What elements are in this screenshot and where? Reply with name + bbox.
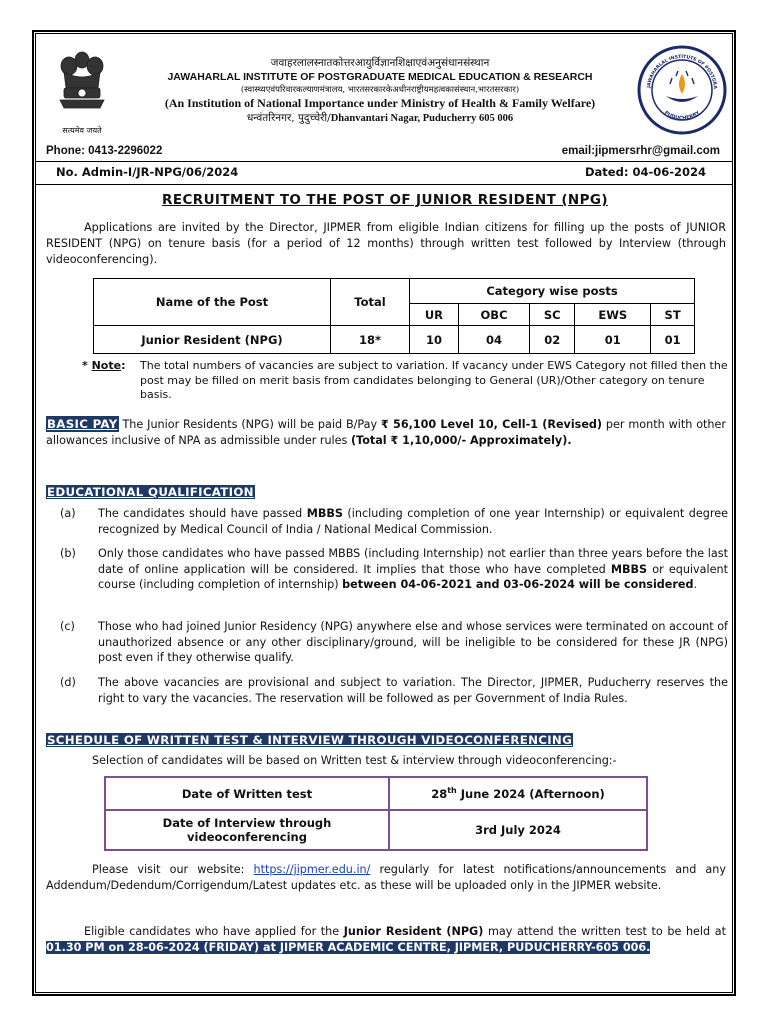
eligible-post: Junior Resident (NPG) bbox=[343, 925, 484, 938]
interview-date: 3rd July 2024 bbox=[389, 810, 647, 850]
item-bold: MBBS bbox=[610, 562, 648, 576]
qualification-heading: EDUCATIONAL QUALIFICATION bbox=[47, 485, 254, 499]
basic-pay-amount: ₹ 56,100 Level 10, Cell-1 (Revised) bbox=[381, 418, 603, 431]
item-text bbox=[98, 506, 728, 537]
basic-pay-heading: BASIC PAY bbox=[47, 417, 118, 431]
category-header: UR bbox=[410, 304, 459, 326]
category-value-cell: 02 bbox=[530, 326, 575, 354]
reference-number: No. Admin-I/JR-NPG/06/2024 bbox=[56, 165, 239, 179]
schedule-heading: SCHEDULE OF WRITTEN TEST & INTERVIEW THROUGH VIDEOCONFERENCING bbox=[47, 733, 573, 747]
schedule-intro: Selection of candidates will be based on Written test & interview through videoconferencing:- bbox=[92, 754, 617, 767]
institution-status: (An Institution of National Importance under Ministry of Health & Family Welfare) bbox=[164, 96, 596, 110]
phone-number: Phone: 0413-2296022 bbox=[46, 145, 163, 157]
item-bold: between 04-06-2021 and 03-06-2024 will be considered bbox=[342, 578, 694, 591]
category-value-cell: 04 bbox=[458, 326, 529, 354]
website-paragraph bbox=[46, 862, 726, 894]
category-value-cell: 10 bbox=[410, 326, 459, 354]
qualification-heading-wrap bbox=[46, 481, 255, 500]
written-test-month: June 2024 (Afternoon) bbox=[456, 786, 605, 801]
written-test-day-suffix: th bbox=[447, 786, 457, 796]
category-header: OBC bbox=[458, 304, 529, 326]
qualification-item bbox=[46, 675, 728, 706]
basic-pay-total: (Total ₹ 1,10,000/- Approximately). bbox=[350, 434, 572, 447]
posts-table bbox=[93, 278, 695, 354]
category-header: ST bbox=[651, 304, 695, 326]
schedule-table bbox=[104, 776, 648, 851]
website-link[interactable]: https://jipmer.edu.in/ bbox=[253, 863, 371, 876]
note-word: Note bbox=[91, 359, 122, 372]
category-header: EWS bbox=[575, 304, 651, 326]
institute-name-english: JAWAHARLAL INSTITUTE OF POSTGRADUATE MEDICAL EDUCATION & RESEARCH bbox=[167, 71, 593, 83]
qualification-item bbox=[46, 619, 728, 666]
document-title-text: RECRUITMENT TO THE POST OF JUNIOR RESIDENT (NPG) bbox=[162, 192, 608, 208]
col-header-total: Total bbox=[331, 279, 410, 326]
eligible-text: may attend the written test to be held at bbox=[483, 925, 726, 938]
website-text: Please visit our website: bbox=[92, 863, 254, 876]
qualification-item bbox=[46, 506, 728, 537]
email-address: email:jipmersrhr@gmail.com bbox=[561, 145, 720, 157]
item-bold: MBBS bbox=[306, 507, 343, 520]
vacancy-note bbox=[82, 359, 728, 403]
jipmer-logo bbox=[636, 44, 728, 136]
institute-header bbox=[130, 56, 630, 126]
address-english: Dhanvantari Nagar, Puducherry 605 006 bbox=[330, 113, 514, 124]
category-value-cell: 01 bbox=[575, 326, 651, 354]
written-test-date bbox=[389, 777, 647, 810]
national-emblem bbox=[46, 48, 118, 134]
item-label: (a) bbox=[60, 507, 76, 520]
item-text-part: or equivalent course (including completion of internship) bbox=[98, 562, 728, 591]
col-header-category: Category wise posts bbox=[410, 279, 695, 304]
basic-pay-text: The Junior Residents (NPG) will be paid B/Pay bbox=[118, 418, 382, 431]
schedule-heading-wrap bbox=[46, 729, 573, 748]
note-colon: : bbox=[121, 359, 126, 372]
item-text bbox=[98, 546, 728, 593]
item-label: (b) bbox=[60, 547, 76, 560]
category-header: SC bbox=[530, 304, 575, 326]
institute-address bbox=[130, 111, 630, 126]
qualification-item bbox=[46, 546, 728, 593]
item-label: (d) bbox=[60, 676, 76, 689]
intro-text: Applications are invited by the Director, JIPMER from eligible Indian citizens for filling up the posts of JUNIOR RESIDENT (NPG) on tenure basis (for a period of 12 months) through written test followed by Interview (through videoconferencing). bbox=[46, 221, 726, 266]
note-star: * bbox=[82, 359, 92, 372]
address-hindi: धन्वंतरिनगर, पुदुच्चेरी/ bbox=[246, 112, 331, 124]
eligible-paragraph bbox=[46, 924, 726, 956]
website-text: regularly for latest notifications/announcements and any Addendum/Dedendum/Corrigendum/Latest updates etc. as these will be uploaded only in the JIPMER website. bbox=[46, 863, 726, 892]
exam-venue-highlight: 01.30 PM on 28-06-2024 (FRIDAY) at JIPMER ACADEMIC CENTRE, JIPMER, PUDUCHERRY-605 006. bbox=[46, 941, 651, 954]
item-label: (c) bbox=[60, 620, 75, 633]
item-text-part: The candidates should have passed bbox=[98, 507, 307, 520]
item-text-part: . bbox=[693, 578, 698, 591]
reference-row bbox=[36, 165, 730, 181]
logo-text-bottom: PUDUCHERRY bbox=[663, 110, 701, 122]
item-text: Those who had joined Junior Residency (NPG) anywhere else and whose services were terminated on account of unauthorized absence or any other disciplinary/ground, will be ineligible to be considered for these JR (NPG) post even if they otherwise qualify. bbox=[98, 620, 728, 664]
note-label bbox=[82, 359, 125, 374]
eligible-text: Eligible candidates who have applied for the bbox=[84, 925, 344, 938]
item-text-part: Only those candidates who have passed MBBS (including Internship) not earlier than three years before the last date of online application will be considered. It implies that those who have completed bbox=[98, 547, 728, 576]
basic-pay-text: per month with other allowances inclusive of NPA as admissible under rules bbox=[46, 418, 727, 447]
ministry-hindi: (स्वास्थ्यएवंपरिवारकल्याणमंत्रालय, भारतसरकारकेअधीनराष्ट्रीयमहत्वकासंस्थान,भारतसरकार) bbox=[240, 85, 520, 95]
col-header-post-name: Name of the Post bbox=[94, 279, 331, 326]
post-name-cell: Junior Resident (NPG) bbox=[94, 326, 331, 354]
divider bbox=[36, 161, 732, 162]
intro-paragraph bbox=[46, 220, 726, 268]
written-test-label: Date of Written test bbox=[105, 777, 389, 810]
note-text: The total numbers of vacancies are subject to variation. If vacancy under EWS Category not filled then the post may be filled on merit basis from candidates belonging to General (UR)/Other category on tenure basis. bbox=[140, 359, 728, 401]
item-text: The above vacancies are provisional and subject to variation. The Director, JIPMER, Puducherry reserves the right to vary the vacancies. The reservation will be followed as per Government of India Rules. bbox=[98, 676, 728, 705]
post-total-cell: 18* bbox=[331, 326, 410, 354]
item-text-part: (including completion of one year Internship) or equivalent degree recognized by Medical Council of India / National Medical Commission. bbox=[98, 507, 728, 536]
lion-capital-icon bbox=[52, 48, 112, 120]
basic-pay-paragraph bbox=[46, 416, 726, 449]
category-value-cell: 01 bbox=[651, 326, 695, 354]
divider bbox=[36, 184, 732, 185]
document-title bbox=[0, 192, 770, 208]
written-test-day: 28 bbox=[431, 786, 448, 801]
interview-label: Date of Interview through videoconferencing bbox=[105, 810, 389, 850]
institute-name-hindi: जवाहरलालस्नातकोत्तरआयुर्विज्ञानशिक्षाएवंअनुसंधानसंस्थान bbox=[270, 57, 490, 69]
contact-row bbox=[36, 145, 730, 161]
logo-text-top: JAWAHARLAL INSTITUTE OF POSTGRA bbox=[647, 54, 718, 90]
reference-date: Dated: 04-06-2024 bbox=[585, 165, 706, 179]
emblem-motto: सत्यमेव जयते bbox=[62, 126, 102, 135]
